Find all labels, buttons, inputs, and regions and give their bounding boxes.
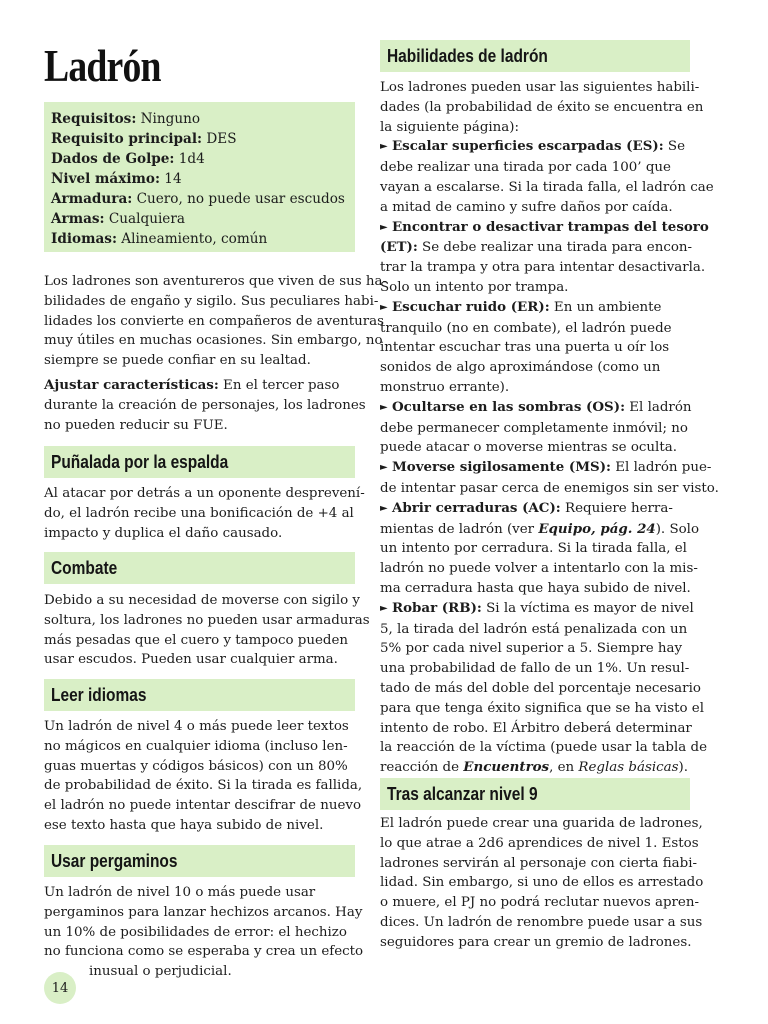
habilidades-text: Los ladrones pueden usar las siguientes habili- dades (la probabilidad de éxito se encuentra en la siguiente página): ► Escalar superficies escarpadas (ES): Se debe realizar una tirada por cada 100’ que vayan a escalarse. Si la tirada falla, el ladrón cae a mitad de camino y sufre daños por caída. ► Encontrar o desactivar trampas del tesoro (ET): Se debe realizar una tirada para encon- trar la trampa y otra para intentar desactivarla. Solo un intento por trampa. ► Escuchar ruido (ER): En un ambiente tranquilo (no en combate), el ladrón puede intentar escuchar tras una puerta u oír los sonidos de algo aproximándose (como un monstruo errante). ► Ocultarse en las sombras (OS): El ladrón debe permanecer completamente inmóvil; no puede atacar o moverse mientras se oculta. ► Moverse sigilosamente (MS): El ladrón pue- de intentar pasar cerca de enemigos sin ser visto. ► Abrir cerraduras (AC): Requiere herra- mientas de ladrón (ver Equipo, pág. 24). Solo un intento por cerradura. Si la tirada falla, el ladrón no puede volver a intentarlo con la mis- ma cerradura hasta que haya subido de nivel. ► Robar (RB): Si la víctima es mayor de nivel 5, la tirada del ladrón está penalizada con un 5% por cada nivel superior a 5. Siempre hay una probabilidad de fallo de un 1%. Un resul- tado de más del doble del porcentaje necesario para que tenga éxito significa que se ha visto el intento de robo. El Árbitro deberá determinar la reacción de la víctima (puede usar la tabla de reacción de Encuentros, en Reglas básicas).	[380, 80, 719, 776]
skill-moverse: ► Moverse sigilosamente (MS): El ladrón pue-	[380, 459, 712, 476]
skill-ocultarse: ► Ocultarse en las sombras (OS): El ladrón	[380, 398, 692, 415]
req-armadura: Armadura: Cuero, no puede usar escudos	[51, 191, 345, 207]
punalada-text: Al atacar por detrás a un oponente desprevení- do, el ladrón recibe una bonificación de +4 al impacto y duplica el daño causado.	[44, 486, 365, 541]
heading-punalada: Puñalada por la espalda	[44, 446, 355, 478]
page-title: Ladrón	[44, 40, 161, 91]
heading-habilidades: Habilidades de ladrón	[380, 40, 690, 72]
leer-idiomas-text: Un ladrón de nivel 4 o más puede leer textos no mágicos en cualquier idioma (incluso len- guas muertas y códigos básicos) con un 80% de probabilidad de éxito. Si la tirada es fallida, el ladrón no puede intentar descifrar de nuevo ese texto hasta que haya subido de nivel.	[44, 719, 363, 833]
req-principal: Requisito principal: DES	[51, 131, 237, 147]
heading-usar-pergaminos: Usar pergaminos	[44, 845, 355, 877]
adjust-paragraph: Ajustar características: En el tercer paso durante la creación de personajes, los ladrones no pueden reducir su FUE.	[44, 377, 366, 433]
skill-escuchar: ► Escuchar ruido (ER): En un ambiente	[380, 298, 662, 315]
heading-nivel-9: Tras alcanzar nivel 9	[380, 778, 690, 810]
nivel-9-text: El ladrón puede crear una guarida de ladrones, lo que atrae a 2d6 aprendices de nivel 1. Estos ladrones servirán al personaje con cierta fiabi- lidad. Sin embargo, si uno de ellos es arrestado o muere, el PJ no podrá reclutar nuevos apren- dices. Un ladrón de renombre puede usar a sus seguidores para crear un gremio de ladrones.	[380, 816, 704, 950]
req-requisitos: Requisitos: Ninguno	[51, 111, 201, 127]
usar-pergaminos-text: Un ladrón de nivel 10 o más puede usar pergaminos para lanzar hechizos arcanos. Hay un 10% de posibilidades de error: el hechizo no funciona como se esperaba y crea un efecto inusual o perjudicial.	[44, 885, 364, 980]
skill-abrir-cerraduras: ► Abrir cerraduras (AC): Requiere herra-	[380, 499, 673, 516]
requirements-box	[44, 102, 355, 252]
heading-combate: Combate	[44, 552, 355, 584]
heading-leer-idiomas: Leer idiomas	[44, 679, 355, 711]
intro-paragraph: Los ladrones son aventureros que viven de sus ha- bilidades de engaño y sigilo. Sus peculiares habi- lidades los convierte en compañeros de aventuras muy útiles en muchas ocasiones. Sin embargo, no siempre se puede confiar en su lealtad.	[44, 274, 387, 369]
req-armas: Armas: Cualquiera	[51, 211, 185, 227]
req-nivel-maximo: Nivel máximo: 14	[51, 171, 182, 187]
page-number: 14	[44, 972, 76, 1004]
skill-escalar: ► Escalar superficies escarpadas (ES): Se	[380, 138, 686, 155]
combate-text: Debido a su necesidad de moverse con sigilo y soltura, los ladrones no pueden usar armaduras más pesadas que el cuero y tampoco pueden usar escudos. Pueden usar cualquier arma.	[44, 593, 370, 668]
skill-robar: ► Robar (RB): Si la víctima es mayor de nivel	[380, 599, 694, 616]
skill-trampas: ► Encontrar o desactivar trampas del tesoro	[380, 218, 709, 235]
req-idiomas: Idiomas: Alineamiento, común	[51, 231, 268, 247]
req-dados-golpe: Dados de Golpe: 1d4	[51, 151, 205, 167]
